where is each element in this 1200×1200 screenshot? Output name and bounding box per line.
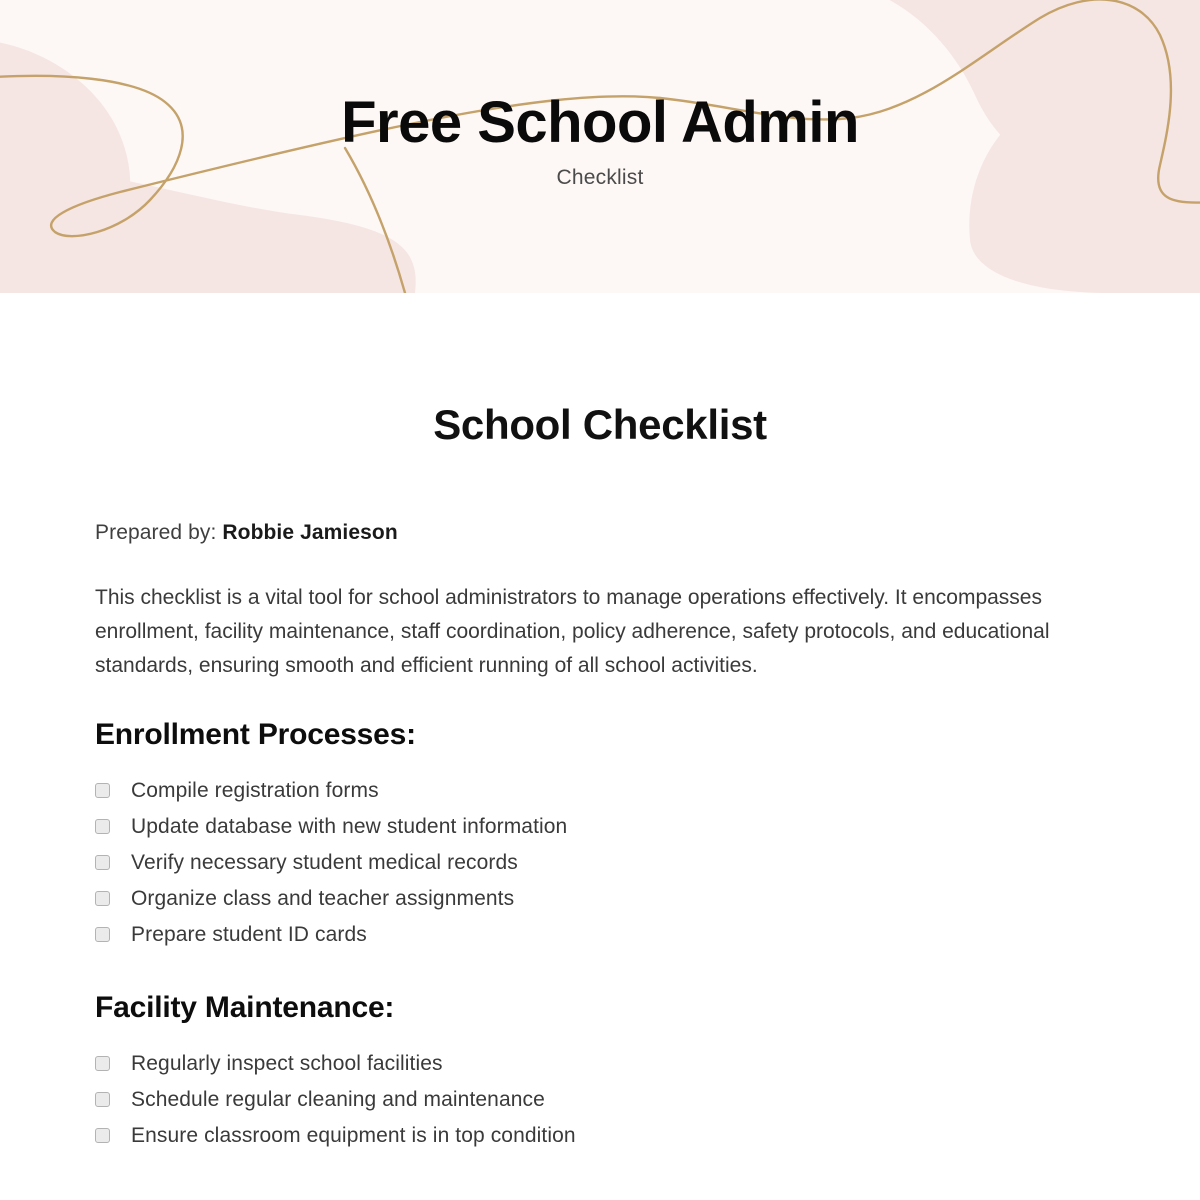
checklist-enrollment-processes xyxy=(95,752,1105,957)
section-heading: Facility Maintenance: xyxy=(95,990,395,1024)
banner-subtitle: Checklist xyxy=(556,165,644,189)
checklist-item[interactable] xyxy=(95,777,1105,813)
checklist-item[interactable] xyxy=(95,1050,1105,1086)
document-content xyxy=(0,449,1200,1158)
checklist-item-label: Regularly inspect school facilities xyxy=(131,1051,443,1075)
checklist-item[interactable] xyxy=(95,885,1105,921)
checklist-item-label: Ensure classroom equipment is in top condition xyxy=(131,1123,576,1147)
banner-text-block xyxy=(0,0,1200,190)
checklist-item-label: Prepare student ID cards xyxy=(131,922,367,946)
checkbox-icon[interactable] xyxy=(95,783,110,798)
checklist-item[interactable] xyxy=(95,921,1105,957)
checklist-item-label: Verify necessary student medical records xyxy=(131,850,518,874)
header-banner xyxy=(0,0,1200,293)
banner-title: Free School Admin xyxy=(341,90,859,155)
checklist-facility-maintenance xyxy=(95,1025,1105,1158)
section-heading: Enrollment Processes: xyxy=(95,717,416,751)
checklist-item-label: Update database with new student information xyxy=(131,814,568,838)
checklist-item[interactable] xyxy=(95,849,1105,885)
checklist-item-label: Schedule regular cleaning and maintenance xyxy=(131,1087,545,1111)
document-body xyxy=(0,293,1200,1158)
checkbox-icon[interactable] xyxy=(95,1056,110,1071)
checkbox-icon[interactable] xyxy=(95,891,110,906)
checklist-item[interactable] xyxy=(95,1122,1105,1158)
page-title: School Checklist xyxy=(433,401,767,448)
checklist-item-label: Organize class and teacher assignments xyxy=(131,886,515,910)
checklist-item[interactable] xyxy=(95,1086,1105,1122)
section-facility-maintenance xyxy=(95,957,1105,1158)
section-enrollment-processes xyxy=(95,684,1105,957)
checklist-item-label: Compile registration forms xyxy=(131,778,379,802)
prepared-by-line xyxy=(95,449,1105,545)
intro-paragraph: This checklist is a vital tool for school administrators to manage operations effectively. It encompasses enrollment, facility maintenance, staff coordination, policy adherence, safety protocols, and educational standards, ensuring smooth and efficient running of all school activities. xyxy=(95,586,1050,678)
checkbox-icon[interactable] xyxy=(95,855,110,870)
prepared-by-name: Robbie Jamieson xyxy=(222,521,398,544)
checkbox-icon[interactable] xyxy=(95,1128,110,1143)
checkbox-icon[interactable] xyxy=(95,1092,110,1107)
checkbox-icon[interactable] xyxy=(95,819,110,834)
checklist-item[interactable] xyxy=(95,813,1105,849)
checkbox-icon[interactable] xyxy=(95,927,110,942)
prepared-by-label: Prepared by: xyxy=(95,521,217,544)
